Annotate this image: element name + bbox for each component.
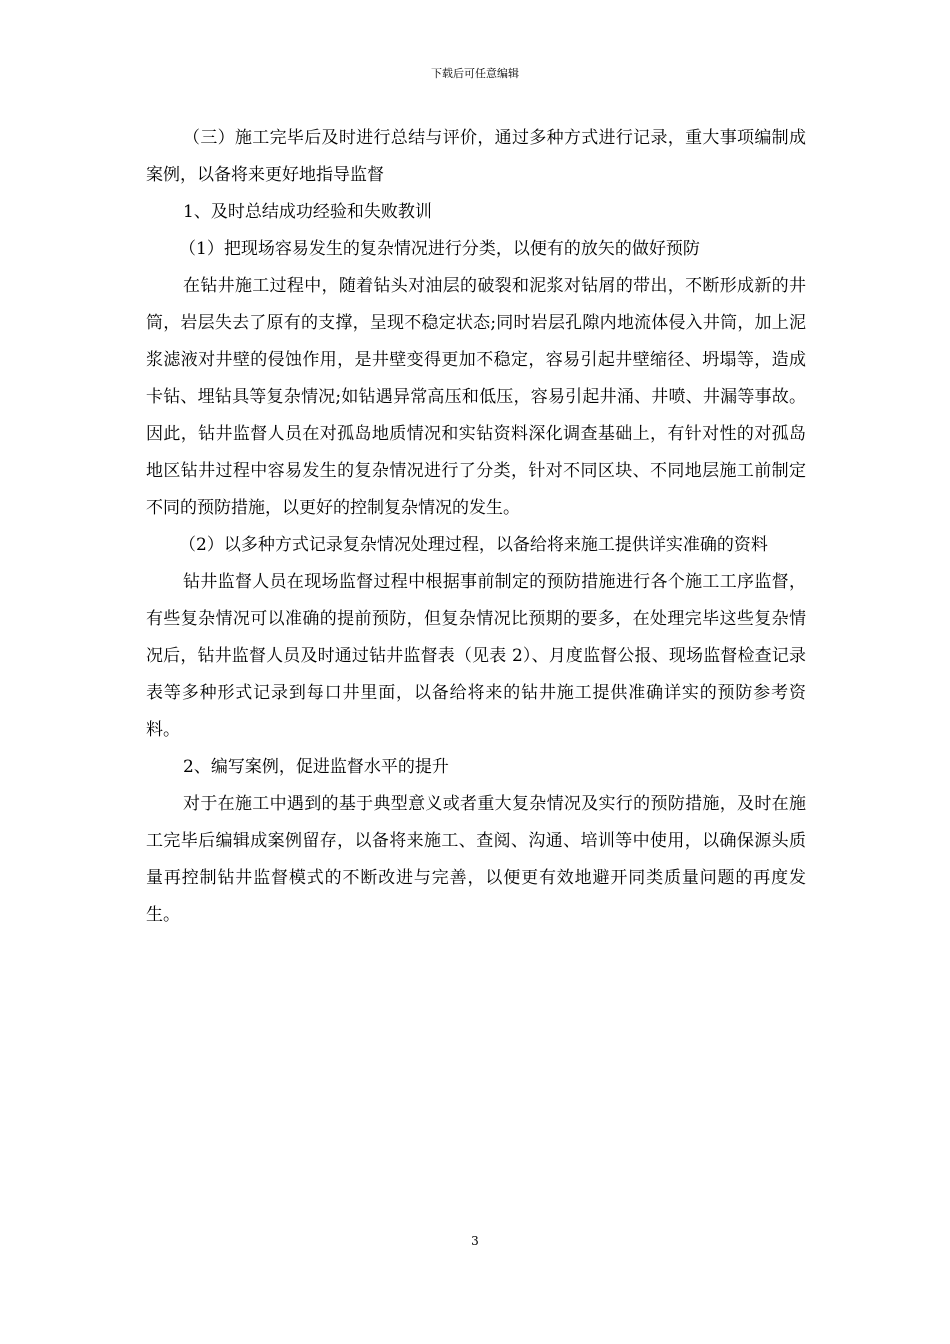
paragraph-body-1: 在钻井施工过程中，随着钻头对油层的破裂和泥浆对钻屑的带出，不断形成新的井筒，岩层失去了原有的支撑，呈现不稳定状态;同时岩层孔隙内地流体侵入井筒，加上泥浆滤液对井壁的侵蚀作用，是井壁变得更加不稳定，容易引起井壁缩径、坍塌等，造成卡钻、埋钻具等复杂情况;如钻遇异常高压和低压，容易引起井涌、井喷、井漏等事故。因此，钻井监督人员在对孤岛地质情况和实钻资料深化调查基础上，有针对性的对孤岛地区钻井过程中容易发生的复杂情况进行了分类，针对不同区块、不同地层施工前制定不同的预防措施，以更好的控制复杂情况的发生。 <box>146 276 806 518</box>
subheading-1-2: （2）以多种方式记录复杂情况处理过程，以备给将来施工提供详实准确的资料 <box>179 535 768 555</box>
section-heading-3: （三）施工完毕后及时进行总结与评价，通过多种方式进行记录，重大事项编制成案例，以备将来更好地指导监督 <box>146 128 806 185</box>
paragraph-body-2: 钻井监督人员在现场监督过程中根据事前制定的预防措施进行各个施工工序监督，有些复杂情况可以准确的提前预防，但复杂情况比预期的要多，在处理完毕这些复杂情况后，钻井监督人员及时通过钻井监督表（见表 2）、月度监督公报、现场监督检查记录表等多种形式记录到每口井里面，以备给将来的钻井施工提供准确详实的预防参考资料。 <box>146 572 806 740</box>
subheading-1-1: （1）把现场容易发生的复杂情况进行分类，以便有的放矢的做好预防 <box>179 239 700 259</box>
page-number: 3 <box>471 1234 479 1248</box>
subheading-1: 1、及时总结成功经验和失败教训 <box>183 202 432 222</box>
page-header-note: 下载后可任意编辑 <box>431 67 519 80</box>
paragraph-body-3: 对于在施工中遇到的基于典型意义或者重大复杂情况及实行的预防措施，及时在施工完毕后编辑成案例留存，以备将来施工、查阅、沟通、培训等中使用，以确保源头质量再控制钻井监督模式的不断改进与完善，以便更有效地避开同类质量问题的再度发生。 <box>146 794 806 925</box>
document-body <box>146 120 806 934</box>
subheading-2: 2、编写案例，促进监督水平的提升 <box>183 757 449 777</box>
